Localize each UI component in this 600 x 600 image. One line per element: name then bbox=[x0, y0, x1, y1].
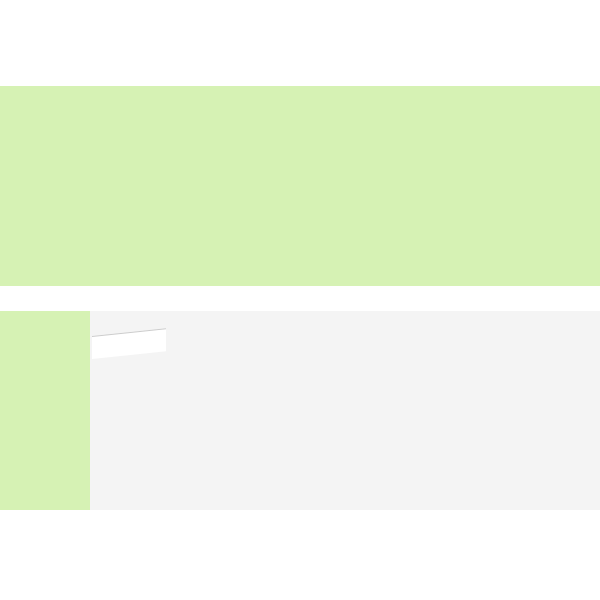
top-sheet bbox=[0, 86, 600, 286]
spiral-binding bbox=[0, 281, 600, 315]
bottom-sheet bbox=[0, 311, 600, 510]
monday-bottom-panel bbox=[0, 311, 90, 510]
weekly-planner bbox=[0, 86, 600, 510]
